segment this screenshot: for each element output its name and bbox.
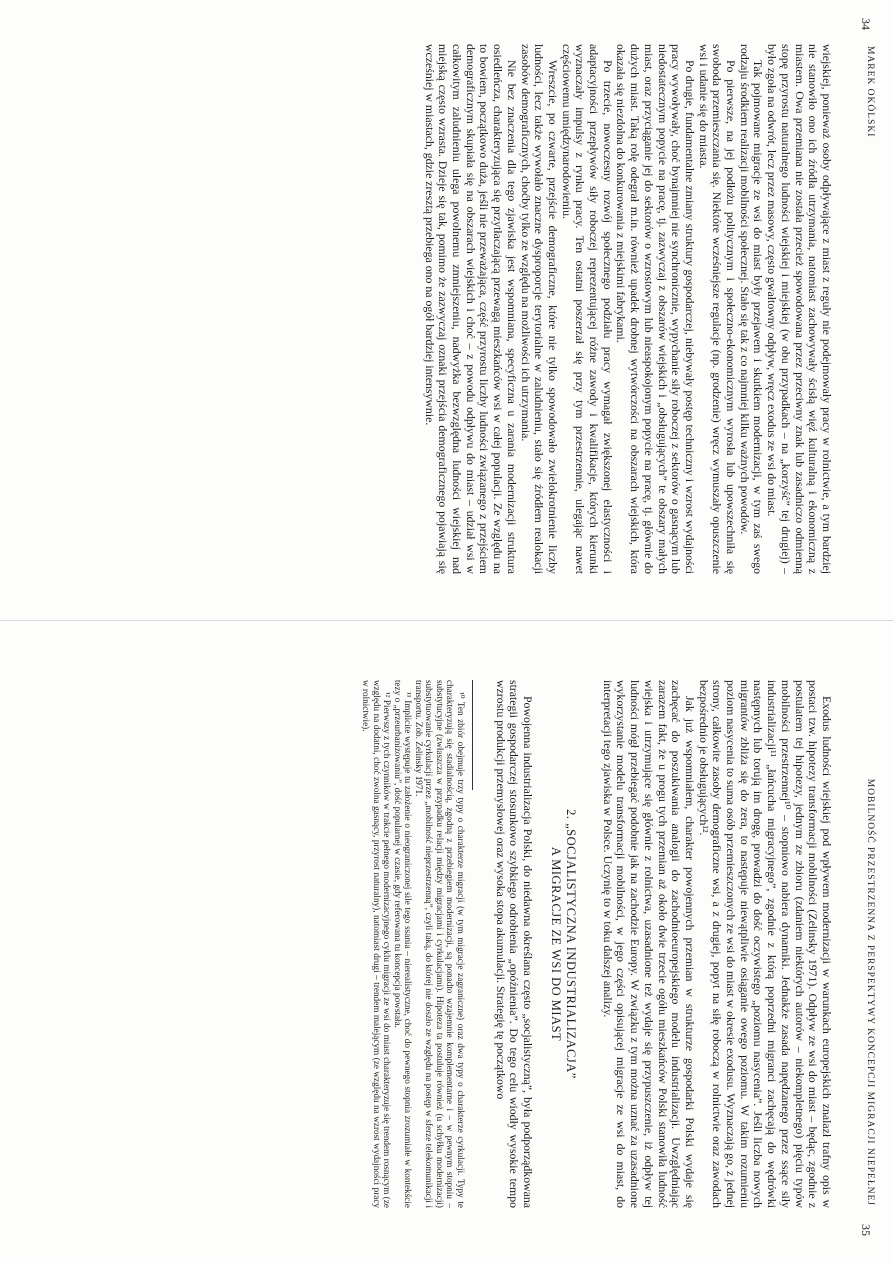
paragraph: Nie bez znaczenia dla tego zjawiska jest wspomniana, specyficzna u zarania modernizacji struktura osiedleńcza, charakteryzująca się przytłaczającą przewagą mieszkańców wsi w całej populacji. Ze względu na to bowiem, początkowo duża, jeśli nie przeważająca, część przyrostu liczby ludności związanego z przejściem demograficznym skupiała się na obszarach wiejskich i choć – z powodu odpływu do miast – udział wsi w całkowitym zaludnieniu ulega powolnemu zmniejszeniu, nadwyżka bezwzględna ludności wiejskiej nad miejską często wzrasta. Dzieje się tak, pomimo że zazwyczaj oznaki przejścia demograficznego pojawiają się wcześniej w miastach, gdzie zresztą przebiega ono na ogół bardziej intensywnie. — [422, 44, 519, 574]
paragraph: Powojenna industrializacja Polski, do niedawna określana często „socjalistyczną”, była podporządkowana strategii gospodarczej stosunkowo szybkiego odrobienia „opóźnienia”. Do tego celu wiodły wysokie tempo wzrostu produkcji przemysłowej oraz wysoka stopa akumulacji. Strategię tę początkowo — [493, 680, 536, 1208]
section-heading-line: 2. „SOCJALISTYCZNA INDUSTRIALIZACJA” — [564, 809, 579, 1079]
left-page-body — [422, 44, 833, 574]
running-head-right: MOBILNOŚĆ PRZESTRZENNA Z PERSPEKTYWY KONCEPCJI MIGRACJI NIEPEŁNEJ — [865, 778, 875, 1206]
footnotes — [361, 680, 466, 1208]
right-page-body — [361, 680, 833, 1208]
footnote-rule — [472, 680, 473, 790]
paragraph: wiejskiej, ponieważ osoby odpływające z miast z reguły nie podejmowały pracy w rolnictwie, a tym bardziej nie stanowiło ono ich źródła utrzymania, natomiast zachowywały ścisłą więź kulturalną i ekonomiczną z miastem. Owa przemiana nie została przecież spowodowana przez przeciwny znak lub zasadniczo odmienną stopę przyrostu naturalnego ludności wiejskiej i miejskiej (w obu przypadkach – na „korzyść” tej drugiej) – było zgoła na odwrót, lecz przez masowy, często gwałtowny odpływ, wręcz exodus ze wsi do miast. — [765, 44, 834, 574]
paragraph: Po pierwsze, na jej podłożu politycznym i społeczno-ekonomicznym wyrosła lub upowszechniła się swoboda przemieszczania się. Niektóre wcześniejsze regulacje (np. grodzenie) wręcz wymuszały opuszczenie wsi i udanie się do miasta. — [696, 44, 739, 574]
footnote: ¹⁰ Ten zbiór obejmuje trzy typy o charakterze migracji (w tym migracje zagraniczne) oraz dwa typy o charakterze cyrkulacji. Typy te charakteryzują się stadialnością, zgodną z przebiegiem modernizacji, są ponadto wzajemnie komplementarne i – w pewnym stopniu – substytucyjne (zwłaszcza w przypadku relacji między migracjami i cyrkulacjami). Hipoteza ta postuluje również (u schyłku modernizacji) substytuowanie cyrkulacji przez „mobilność nieprzestrzenną”, czyli taką, do której nie doszło ze względu na postęp w sferze telekomunikacji i transportu. Zob. Zelinsky 1971. — [413, 680, 466, 1208]
paragraph: Po drugie, fundamentalne zmiany struktury gospodarczej, niebywały postęp techniczny i wzrost wydajności pracy wywoływały, choć bynajmniej nie synchronicznie, wypychanie siły roboczej z sektorów o gasnącym lub niedostatecznym popycie na pracę, tj. zazwyczaj z obszarów wiejskich i „obsługujących” te obszary małych miast, oraz przyciąganie jej do sektorów o wzrostowym lub nieaspokojonym popycie na pracę, tj. głównie do dużych miast. Taką rolę odegrał m.in. również upadek drobnej wytwórczości na obszarach wiejskich, która okazała się niezdolna do konkurowania z miejskimi fabrykami. — [614, 44, 697, 574]
section-heading — [548, 680, 578, 1208]
paragraph: Tak pojmowane migracje ze wsi do miast były przejawem i skutkiem modernizacji, w tym zaś swego rodzaju środkiem realizacji mobilności społecznej. Stało się tak z co najmniej kilku ważnych powodów. — [737, 44, 766, 574]
paragraph: Jak już wspomniałem, charakter powojennych przemian w strukturze gospodarki Polski wydaje się zachęcać do poszukiwania analogii do zachodnioeuropejskiego modelu industrializacji. Uwzględniając zarazem fakt, że u progu tych przemian aż około dwie trzecie ogółu mieszkańców Polski stanowiła ludność wiejska i utrzymujące się głównie z rolnictwa, uzasadnione też wydaje się przypuszczenie, iż odpływ tej ludności mógł przebiegać podobnie jak na zachodzie Europy. W związku z tym można uznać za uzasadnione wykorzystanie modelu transformacji mobilności, w jego części opisującej migracje ze wsi do miast, do interpretacji tego zjawiska w Polsce. Uczynię to w toku dalszej analizy. — [600, 680, 697, 1208]
paragraph: Wreszcie, po czwarte, przejście demograficzne, które nie tylko spowodowało zwielokrotnienie liczby ludności, lecz także wywołało znaczne dysproporcje terytorialne w zaludnieniu, stało się źródłem realokacji zasobów demograficznych, choćby tylko ze względu na możliwości ich utrzymania. — [518, 44, 560, 574]
page-number-right: 35 — [859, 1224, 873, 1236]
running-head-left: MAREK OKÓLSKI — [865, 46, 875, 138]
section-heading-line: A MIGRACJE ZE WSI DO MIAST — [549, 846, 564, 1042]
left-page — [0, 14, 893, 624]
page-number-left: 34 — [859, 18, 873, 30]
paragraph: Exodus ludności wiejskiej pod wpływem modernizacji w warunkach europejskich znalazł trafny opis w postaci tzw. hipotezy transformacji mobilności (Zelinsky 1971). Odpływ ze wsi do miast – będąc, zgodnie z postulatem tej hipotezy, jednym ze zbioru (zdaniem niektórych autorów – niekompletnego) pięciu typów mobilności przestrzennej¹⁰ – stopniowo nabiera dynamiki. Jednakże zasada napędzanego przez ssące siły industrializacji¹¹ „łańcucha migracyjnego”, zgodnie z którą poprzedni migranci zachęcają do wędrówki następnych lub torują im drogę, prowadzi do dość oczywistego „poziomu nasycenia”. Jeśli liczba nowych migrantów zbliża się do zera, to następuje niewątpliwie osiąganie owego poziomu. W takim rozumieniu poziom nasycenia to suma osób przemieszczonych ze wsi do miast w okresie exodusu. Wyznaczają go, z jednej strony, całkowite zasoby demograficzne wsi, a z drugiej, popyt na siłę roboczą w rolnictwie oraz zawodach bezpośrednio je obsługujących¹². — [696, 680, 834, 1208]
footnote: ¹² Pierwszy z tych czynników w trakcie pełnego modernizacyjnego cyklu migracji ze wsi do miast charakteryzuje się trendem rosnącym (ze względu na dodatni, choć zwolna gasnący, przyrost naturalny), natomiast drugi – trendem malejącym (ze względu na wzrost wydajności pracy w rolnictwie). — [361, 680, 393, 1208]
paragraph: Po trzecie, nowoczesny rozwój społecznego podziału pracy wymagał zwiększonej elastyczności i adaptacyjności przepływów siły roboczej reprezentującej różne zawody i kwalifikacje, których kierunki wyznaczały impulsy z rynku pracy. Ten ostatni poszerzał się przy tym przestrzennie, ulegając nawet częściowemu umiędzynarodowieniu. — [559, 44, 615, 574]
right-page — [0, 632, 893, 1242]
footnote: ¹¹ Implicite występuje tu założenie o nieograniczonej sile tego ssania – nierealistyczne, choć do pewnego stopnia zrozumiałe w kontekście tezy o „przeurbanizowaniu”, dość popularnej w czasie, gdy referowana tu koncepcja powstała. — [392, 680, 414, 1208]
